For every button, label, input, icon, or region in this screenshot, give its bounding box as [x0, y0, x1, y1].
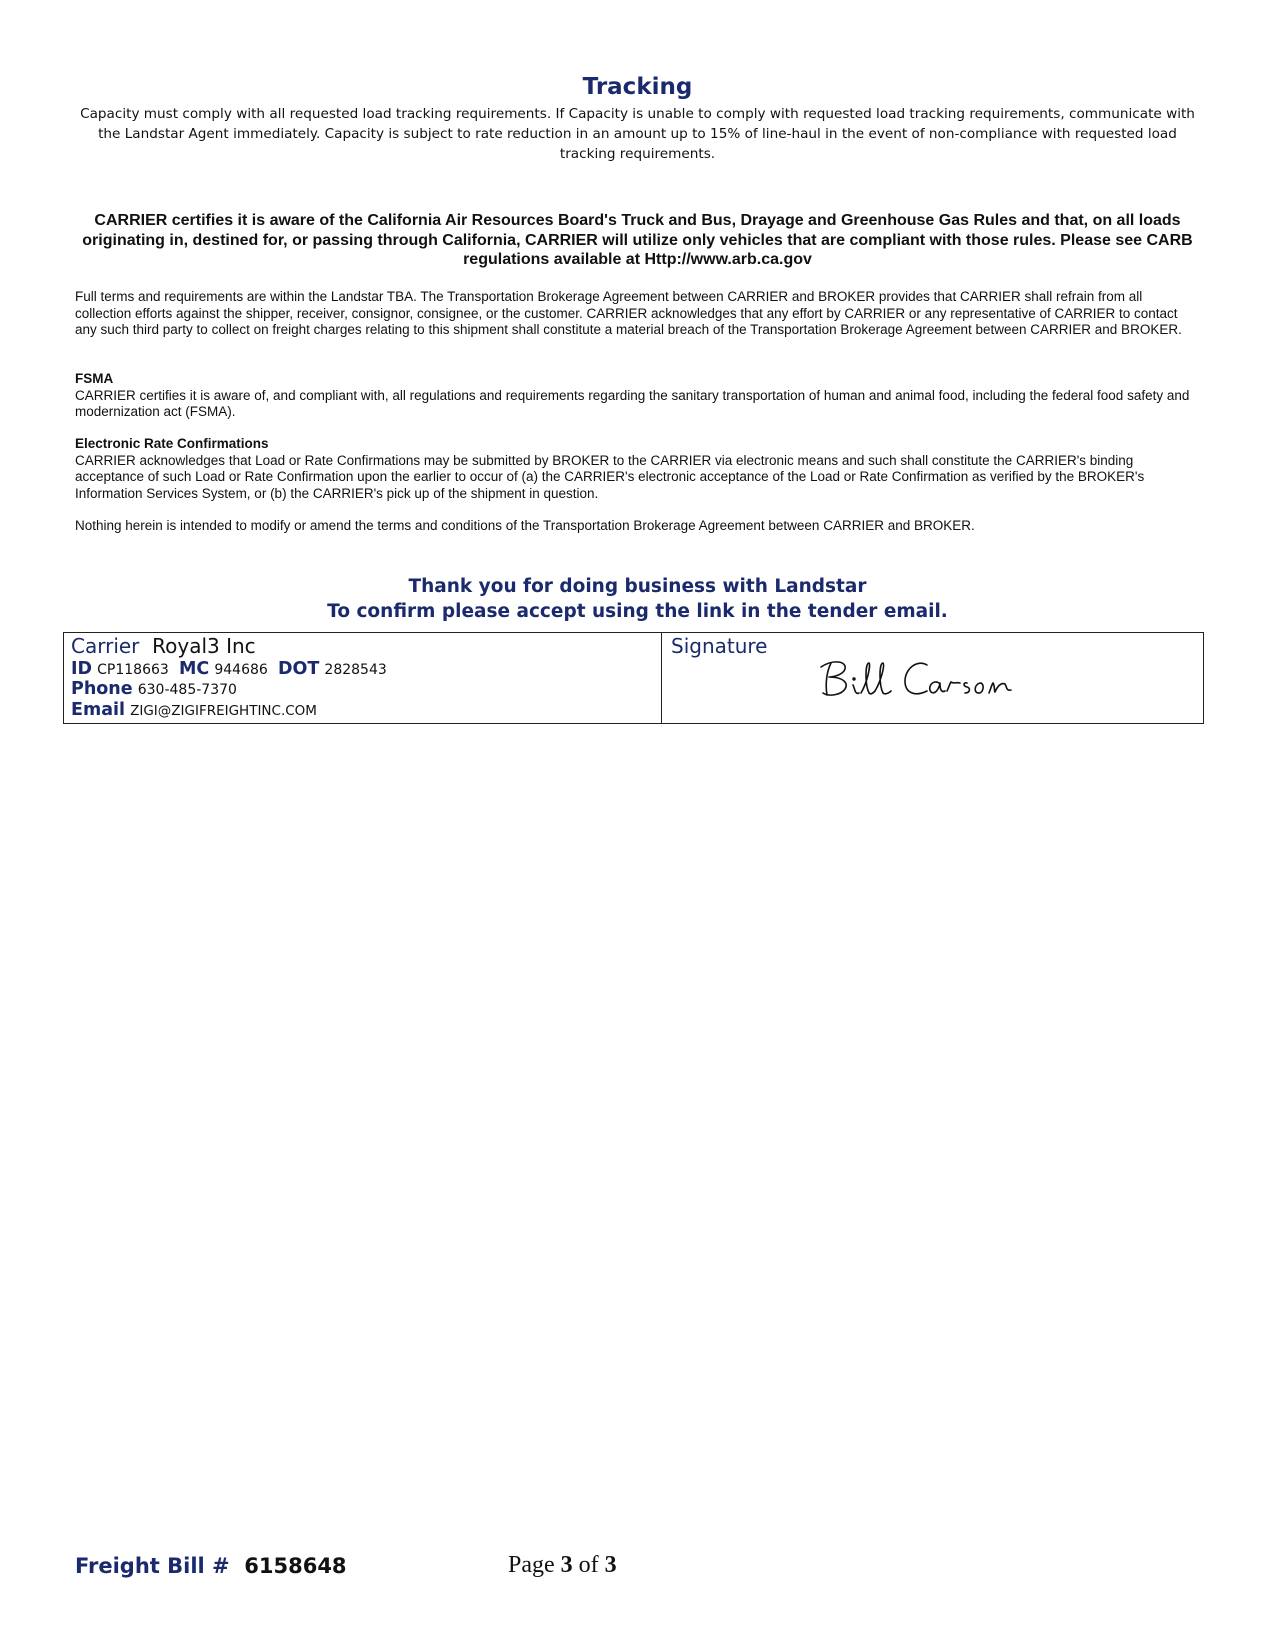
mc-label: MC	[178, 659, 210, 679]
signature-image	[815, 655, 1055, 705]
thanks-line: Thank you for doing business with Landstar	[408, 576, 867, 597]
carrier-email: ZIGI@ZIGIFREIGHTINC.COM	[130, 703, 317, 719]
erc-heading: Electronic Rate Confirmations	[75, 436, 269, 451]
signature-label: Signature	[671, 634, 768, 658]
carrier-ids-line	[71, 659, 387, 679]
terms-paragraph: Full terms and requirements are within the Landstar TBA. The Transportation Brokerage Agreement between CARRIER and BROKER provides that CARRIER shall refrain from all collection efforts against the shipper, receiver, consignor, consignee, or the customer. CARRIER acknowledges that any effort by CARRIER or any representative of CARRIER to contact any such third party to collect on freight charges relating to this shipment shall constitute a material breach of the Transportation Brokerage Agreement between CARRIER and BROKER.	[75, 289, 1182, 337]
carrier-name: Royal3 Inc	[152, 634, 256, 658]
tracking-title: Tracking	[582, 74, 693, 100]
nothing-herein-paragraph: Nothing herein is intended to modify or amend the terms and conditions of the Transportation Brokerage Agreement between CARRIER and BROKER.	[75, 518, 975, 533]
carrier-id: CP118663	[97, 662, 169, 678]
of-word: of	[578, 1552, 599, 1578]
carrier-email-line	[71, 700, 317, 720]
freight-bill-label: Freight Bill #	[75, 1554, 230, 1578]
carrier-phone: 630-485-7370	[137, 682, 237, 698]
carrier-line	[71, 634, 256, 658]
fsma-heading: FSMA	[75, 371, 114, 386]
id-label: ID	[71, 659, 93, 679]
carrier-label: Carrier	[71, 634, 140, 658]
confirm-instruction: To confirm please accept using the link in the tender email.	[327, 601, 948, 622]
freight-bill-number: 6158648	[244, 1554, 347, 1578]
carrier-dot: 2828543	[324, 662, 387, 678]
page-word: Page	[508, 1552, 555, 1578]
box-divider	[661, 633, 662, 723]
tracking-body: Capacity must comply with all requested load tracking requirements. If Capacity is unable to comply with requested load tracking requirements, communicate with the Landstar Agent immediately. Capacity is subject to rate reduction in an amount up to 15% of line-haul in the event of non-compliance with requested load tracking requirements.	[80, 106, 1195, 162]
email-label: Email	[71, 700, 125, 720]
page-total: 3	[604, 1552, 617, 1578]
erc-section	[75, 436, 1195, 502]
page-current: 3	[560, 1552, 573, 1578]
dot-label: DOT	[277, 659, 320, 679]
freight-bill	[75, 1554, 347, 1578]
erc-body: CARRIER acknowledges that Load or Rate Confirmations may be submitted by BROKER to the CARRIER via electronic means and such shall constitute the CARRIER's binding acceptance of such Load or Rate Confirmation upon the earlier to occur of (a) the CARRIER's electronic acceptance of the Load or Rate Confirmation as verified by the BROKER's Information Services System, or (b) the CARRIER's pick up of the shipment in question.	[75, 452, 1145, 501]
fsma-section	[75, 371, 1195, 421]
fsma-body: CARRIER certifies it is aware of, and compliant with, all regulations and requirements regarding the sanitary transportation of human and animal food, including the federal food safety and modernization act (FSMA).	[75, 387, 1190, 419]
carrier-mc: 944686	[214, 662, 268, 678]
page-indicator	[508, 1552, 617, 1579]
phone-label: Phone	[71, 679, 133, 699]
carrier-phone-line	[71, 679, 237, 699]
carb-statement: CARRIER certifies it is aware of the California Air Resources Board's Truck and Bus, Drayage and Greenhouse Gas Rules and that, on all loads originating in, destined for, or passing through California, CARRIER will utilize only vehicles that are compliant with those rules. Please see CARB regulations available at Http://www.arb.ca.gov	[82, 212, 1193, 268]
